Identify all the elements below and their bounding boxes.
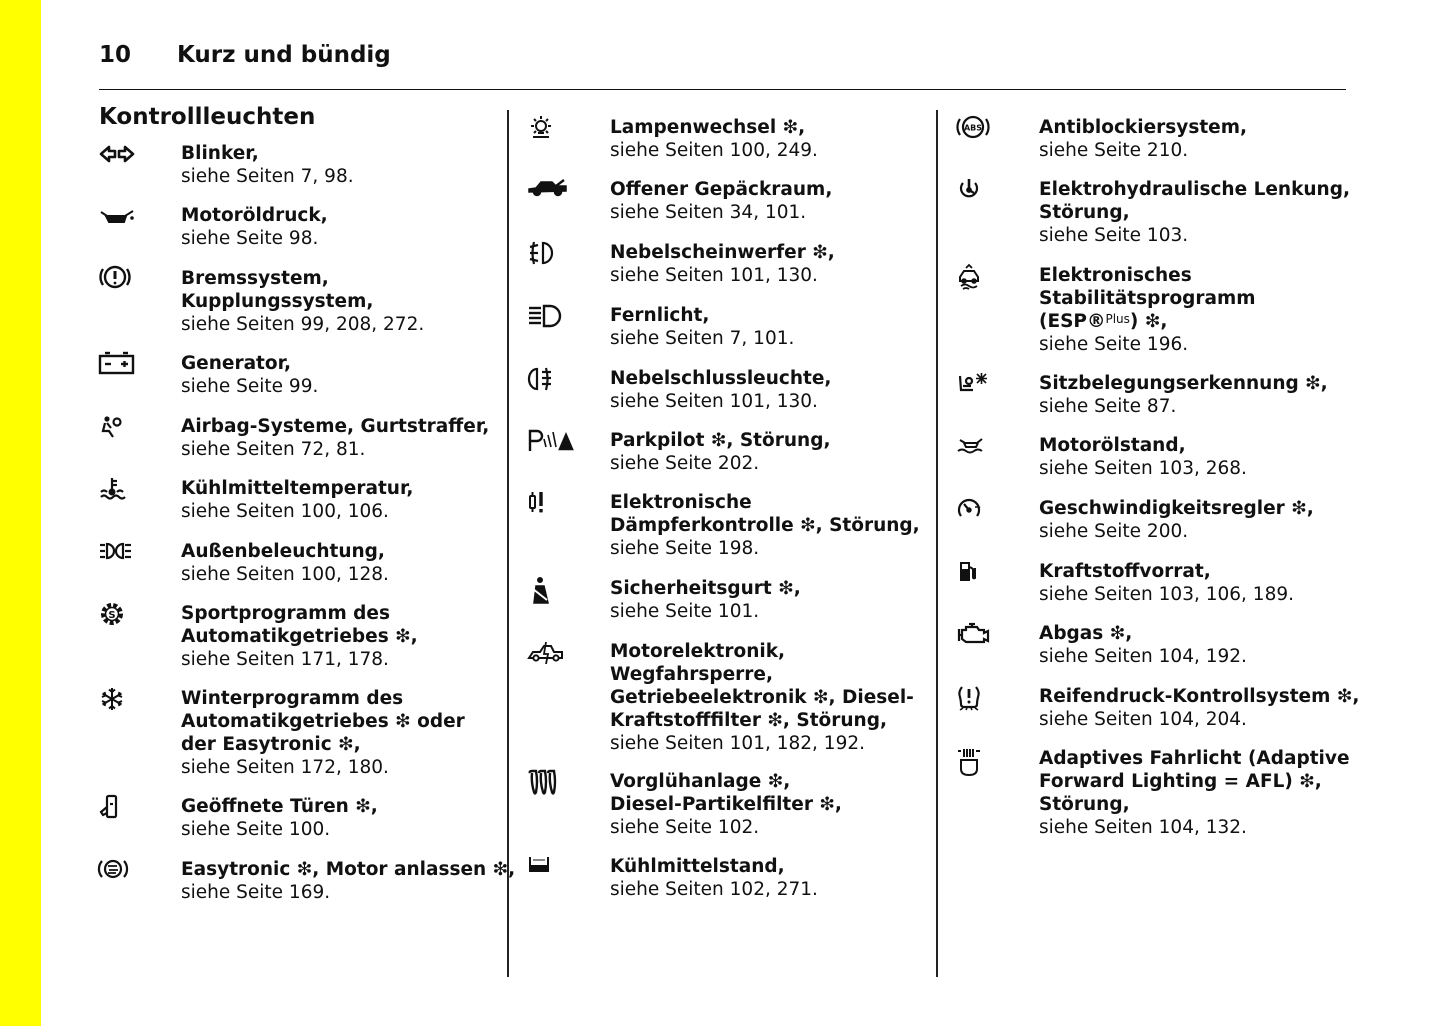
entry-title: Winterprogramm des (181, 688, 404, 709)
column-divider (936, 110, 938, 977)
sport-mode-icon (99, 602, 139, 632)
page-reference: siehe Seite 100. (181, 819, 331, 840)
seat-occupancy-icon (957, 372, 997, 402)
entry-title: Diesel-Partikelfilter ❇, (610, 794, 842, 815)
coolant-level-icon (528, 855, 568, 885)
adaptive-light-icon (957, 747, 997, 777)
page-reference: siehe Seiten 34, 101. (610, 202, 807, 223)
coolant-temperature-icon (99, 477, 139, 507)
glow-plug-icon (528, 770, 568, 800)
page-reference: siehe Seiten 103, 268. (1039, 458, 1247, 479)
entry-title: Easytronic ❇, Motor anlassen ❇, (181, 859, 516, 880)
entry-title: Motoröldruck, (181, 205, 328, 226)
entry-title: Motorölstand, (1039, 435, 1186, 456)
entry-title: Adaptives Fahrlicht (Adaptive (1039, 748, 1350, 769)
page-reference: siehe Seiten 7, 98. (181, 166, 354, 187)
page-reference: siehe Seiten 171, 178. (181, 649, 389, 670)
brake-warning-icon (99, 267, 139, 297)
page-reference: siehe Seiten 100, 128. (181, 564, 389, 585)
entry-title: Kühlmitteltemperatur, (181, 478, 414, 499)
entry-title: Motorelektronik, (610, 641, 786, 662)
entry-title: Nebelschlussleuchte, (610, 368, 832, 389)
svg-text:S: S (108, 610, 116, 621)
entry-title: Automatikgetriebes ❇ oder (181, 711, 465, 732)
abs-label: ABS (963, 123, 983, 133)
page-reference: siehe Seite 87. (1039, 396, 1177, 417)
page-title: Kurz und bündig (177, 42, 391, 68)
battery-icon (99, 352, 139, 382)
page-reference: siehe Seiten 104, 204. (1039, 709, 1247, 730)
entry-title: Kühlmittelstand, (610, 856, 785, 877)
entry-title: Außenbeleuchtung, (181, 541, 385, 562)
page-reference: siehe Seiten 99, 208, 272. (181, 314, 425, 335)
abs-icon (957, 116, 997, 146)
page-reference: siehe Seiten 104, 132. (1039, 817, 1247, 838)
damper-control-icon (528, 491, 568, 521)
entry-title: Kupplungssystem, (181, 291, 374, 312)
exterior-light-icon (99, 540, 139, 570)
page-reference: siehe Seite 198. (610, 538, 760, 559)
entry-title: der Easytronic ❇, (181, 734, 361, 755)
page-reference: siehe Seite 103. (1039, 225, 1189, 246)
easytronic-icon (99, 858, 139, 888)
entry-title: Sicherheitsgurt ❇, (610, 578, 801, 599)
page-reference: siehe Seite 98. (181, 228, 319, 249)
entry-title: Kraftstoffvorrat, (1039, 561, 1211, 582)
page-reference: siehe Seiten 103, 106, 189. (1039, 584, 1294, 605)
entry-title: Bremssystem, (181, 268, 329, 289)
esp-plus-superscript: Plus (1105, 312, 1130, 326)
esp-icon (957, 264, 997, 294)
entry-title: Reifendruck-Kontrollsystem ❇, (1039, 686, 1360, 707)
page-reference: siehe Seiten 72, 81. (181, 439, 366, 460)
entry-title: Getriebeelektronik ❇, Diesel- (610, 687, 914, 708)
page-reference: siehe Seiten 101, 130. (610, 265, 818, 286)
entry-title: Geschwindigkeitsregler ❇, (1039, 498, 1314, 519)
entry-title: Vorglühanlage ❇, (610, 771, 791, 792)
page-reference: siehe Seite 196. (1039, 334, 1189, 355)
high-beam-icon (528, 304, 568, 334)
airbag-icon (99, 415, 139, 445)
entry-title: Sitzbelegungserkennung ❇, (1039, 373, 1328, 394)
page-reference: siehe Seiten 172, 180. (181, 757, 389, 778)
entry-title: Elektronisches (1039, 265, 1192, 286)
page-reference: siehe Seiten 101, 130. (610, 391, 818, 412)
entry-title: Parkpilot ❇, Störung, (610, 430, 831, 451)
column-divider (507, 110, 509, 977)
page-edge-marker (0, 0, 41, 1026)
cruise-control-icon (957, 497, 997, 527)
bulb-failure-icon (528, 116, 568, 146)
entry-title: Lampenwechsel ❇, (610, 117, 806, 138)
fuel-icon (957, 560, 997, 590)
entry-title: Geöffnete Türen ❇, (181, 796, 378, 817)
entry-title: Störung, (1039, 202, 1130, 223)
entry-title: Sportprogramm des (181, 603, 390, 624)
entry-title: Stabilitätsprogramm (1039, 288, 1256, 309)
esp-suffix: ) ❇, (1129, 311, 1168, 332)
entry-title: Kraftstofffilter ❇, Störung, (610, 710, 887, 731)
esp-line (1039, 310, 1256, 333)
power-steering-icon (957, 178, 997, 208)
entry-title: Antiblockiersystem, (1039, 117, 1248, 138)
tire-pressure-icon (957, 685, 997, 715)
page-reference: siehe Seiten 101, 182, 192. (610, 733, 865, 754)
front-fog-light-icon (528, 241, 568, 271)
door-open-icon (99, 795, 139, 825)
page-reference: siehe Seite 202. (610, 453, 760, 474)
page-reference: siehe Seiten 104, 192. (1039, 646, 1247, 667)
entry-title: Elektrohydraulische Lenkung, (1039, 179, 1350, 200)
entry-title: Elektronische (610, 492, 752, 513)
entry-title: Blinker, (181, 143, 259, 164)
page-reference: siehe Seite 169. (181, 882, 331, 903)
entry-title: Forward Lighting = AFL) ❇, (1039, 771, 1322, 792)
entry-title: Fernlicht, (610, 305, 710, 326)
snowflake-icon (99, 687, 139, 717)
check-engine-icon (957, 622, 997, 652)
page-reference: siehe Seiten 7, 101. (610, 328, 795, 349)
page-reference: siehe Seiten 102, 271. (610, 879, 818, 900)
park-pilot-icon (528, 429, 568, 459)
engine-electronics-icon (528, 640, 568, 670)
trunk-open-icon (528, 178, 568, 208)
oil-pressure-icon (99, 204, 139, 234)
entry-title: Airbag-Systeme, Gurtstraffer, (181, 416, 490, 437)
entry-title: Dämpferkontrolle ❇, Störung, (610, 515, 920, 536)
page-reference: siehe Seite 210. (1039, 140, 1189, 161)
page-reference: siehe Seite 101. (610, 601, 760, 622)
page-reference: siehe Seite 99. (181, 376, 319, 397)
entry-title: Nebelscheinwerfer ❇, (610, 242, 835, 263)
page-reference: siehe Seiten 100, 106. (181, 501, 389, 522)
page-number: 10 (99, 42, 132, 68)
seat-belt-icon (528, 577, 568, 607)
header-divider (99, 89, 1346, 90)
entry-title: Generator, (181, 353, 292, 374)
entry-title: Wegfahrsperre, (610, 664, 773, 685)
section-title: Kontrollleuchten (99, 104, 316, 130)
page-reference: siehe Seite 102. (610, 817, 760, 838)
entry-title: Offener Gepäckraum, (610, 179, 833, 200)
entry-title: Automatikgetriebes ❇, (181, 626, 418, 647)
esp-label: (ESP® (1039, 311, 1106, 332)
entry-title: Störung, (1039, 794, 1130, 815)
page-reference: siehe Seiten 100, 249. (610, 140, 818, 161)
rear-fog-light-icon (528, 367, 568, 397)
turn-signal-icon (99, 142, 139, 172)
entry-title: Abgas ❇, (1039, 623, 1133, 644)
page-reference: siehe Seite 200. (1039, 521, 1189, 542)
oil-level-icon (957, 434, 997, 464)
